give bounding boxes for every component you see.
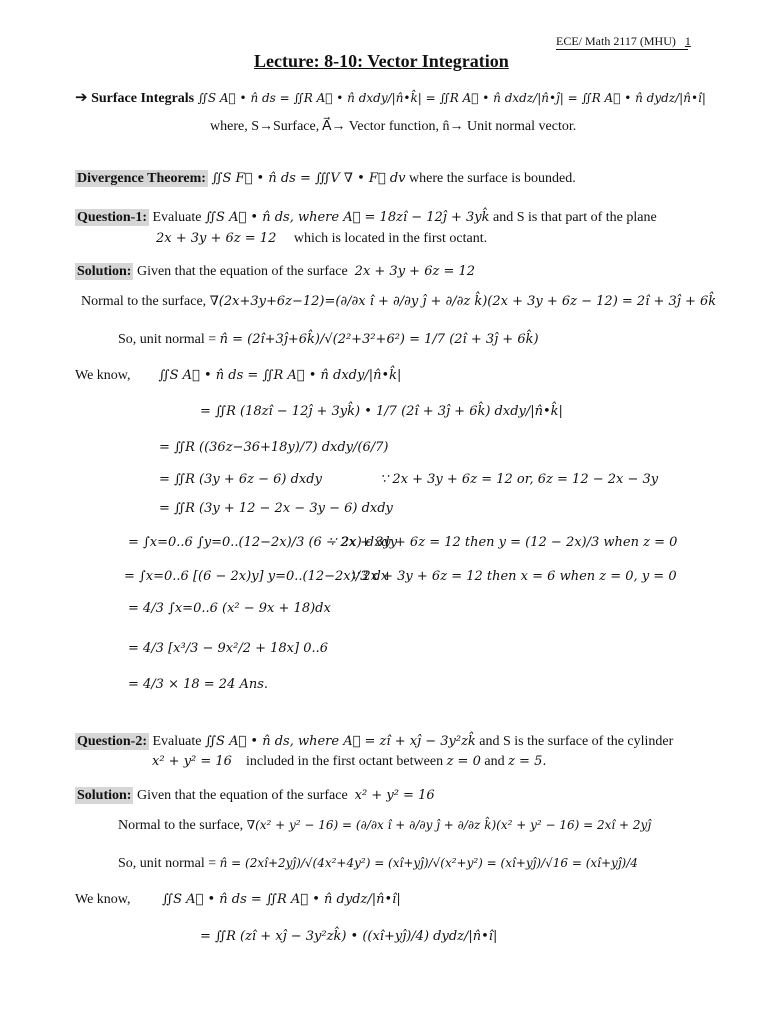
question-2-line2: [152, 754, 547, 770]
solution-2-normal-text: Normal to the surface,: [118, 818, 244, 833]
solution-2-weknow-text: We know,: [75, 892, 131, 907]
course-code: ECE/ Math 2117 (MHU) 1: [556, 34, 691, 48]
question-2-cylinder: x² + y² = 16: [152, 754, 232, 769]
question-2-text: and S is the surface of the cylinder: [479, 734, 674, 749]
solution-1-surface-eq: 2x + 3y + 6z = 12: [354, 264, 476, 279]
divergence-line: [75, 171, 576, 187]
solution-1-step-3: = ∬R (3y + 6z − 6) dxdy: [159, 472, 322, 487]
divergence-label: Divergence Theorem:: [77, 171, 206, 186]
solution-1-unit: [118, 332, 539, 348]
arrow-right-icon: ➔: [75, 90, 88, 106]
question-1-line2: [156, 231, 487, 247]
solution-2-unit-eq: n̂ = (2xî+2yĵ)/√(4x²+4y²) = (xî+yĵ)/√(x²+y²) = (xî+yĵ)/√16 = (xî+yĵ)/4: [219, 856, 638, 870]
solution-2-unit: [118, 856, 638, 872]
solution-1-weknow-text: We know,: [75, 368, 131, 383]
solution-1-normal-text: Normal to the surface,: [81, 294, 207, 309]
page-number: 1: [684, 34, 691, 48]
question-2-octant: included in the first octant between: [245, 754, 444, 769]
surface-integrals-label: Surface Integrals: [91, 91, 195, 106]
question-2-line1: [75, 734, 673, 750]
solution-1-normal: [81, 294, 716, 310]
solution-1-weknow: [75, 368, 401, 384]
question-1-plane: 2x + 3y + 6z = 12: [156, 231, 277, 246]
solution-1-step-7: = 4/3 ∫x=0..6 (x² − 9x + 18)dx: [128, 601, 331, 616]
surface-integrals-where: where, S→Surface, A⃗→ Vector function, n̂→ Unit normal vector.: [210, 119, 577, 134]
divergence-formula: ∬S F⃗ • n̂ ds = ∭V ∇ • F⃗ dv: [211, 171, 406, 186]
solution-1-step-2: = ∬R ((36z−36+18y)/7) dxdy/(6/7): [159, 440, 389, 455]
solution-1-normal-eq: ∇(2x+3y+6z−12)=(∂/∂x î + ∂/∂y ĵ + ∂/∂z k̂)(2x + 3y + 6z − 12) = 2î + 3ĵ + 6k̂: [209, 294, 717, 309]
solution-1-unit-eq: n̂ = (2î+3ĵ+6k̂)/√(2²+3²+6²) = 1/7 (2î + 3ĵ + 6k̂): [219, 332, 539, 347]
solution-1-step-1: = ∬R (18zî − 12ĵ + 3yk̂) • 1/7 (2î + 3ĵ + 6k̂) dxdy/|n̂•k̂|: [200, 404, 563, 419]
solution-2-weknow-eq: ∬S A⃗ • n̂ ds = ∬R A⃗ • n̂ dydz/|n̂•î|: [162, 892, 401, 907]
course-underline: [556, 49, 688, 50]
solution-2-intro-text: Given that the equation of the surface: [136, 788, 348, 803]
question-2-evaluate: Evaluate: [152, 734, 202, 749]
solution-2-normal-eq: ∇(x² + y² − 16) = (∂/∂x î + ∂/∂y ĵ + ∂/∂z k̂)(x² + y² − 16) = 2xî + 2yĵ: [246, 818, 652, 832]
question-1-line1: [75, 210, 657, 226]
question-2-integral: ∬S A⃗ • n̂ ds, where A⃗ = zî + xĵ − 3y²zk̂: [204, 734, 476, 749]
solution-1-step-6: = ∫x=0..6 [(6 − 2x)y] y=0..(12−2x)/3 dx: [124, 569, 389, 584]
solution-2-intro: [75, 788, 435, 804]
solution-1-step-4: = ∬R (3y + 12 − 2x − 3y − 6) dxdy: [159, 501, 393, 516]
solution-2-normal: [118, 818, 651, 834]
solution-1-note-c: ∵ 2x + 3y + 6z = 12 then x = 6 when z = 0, y = 0: [350, 569, 677, 584]
question-2-z0: z = 0: [446, 754, 481, 769]
solution-1-step-8: = 4/3 [x³/3 − 9x²/2 + 18x] 0..6: [128, 641, 329, 656]
surface-integrals-line: [75, 88, 706, 107]
solution-1-label: Solution:: [77, 264, 132, 279]
solution-1-note-b: ∵ 2x + 3y + 6z = 12 then y = (12 − 2x)/3 when z = 0: [328, 535, 678, 550]
solution-2-unit-text: So, unit normal =: [118, 856, 217, 871]
solution-1-intro-text: Given that the equation of the surface: [136, 264, 348, 279]
surface-integrals-formula: ∬S A⃗ • n̂ ds = ∬R A⃗ • n̂ dxdy/|n̂•k̂| = ∬R A⃗ • n̂ dxdz/|n̂•ĵ| = ∬R A⃗ • n̂ dydz/|n̂•î|: [197, 91, 706, 105]
solution-2-step-1: = ∬R (zî + xĵ − 3y²zk̂) • ((xî+yĵ)/4) dydz/|n̂•î|: [200, 929, 498, 944]
solution-1-step-5: = ∫x=0..6 ∫y=0..(12−2x)/3 (6 − 2x) dxdy: [128, 535, 398, 550]
solution-2-surface-eq: x² + y² = 16: [354, 788, 435, 803]
question-1-evaluate: Evaluate: [152, 210, 202, 225]
question-1-octant: which is located in the first octant.: [293, 231, 488, 246]
question-2-and: and: [484, 754, 505, 769]
question-1-label: Question-1:: [77, 210, 147, 225]
page-title: Lecture: 8-10: Vector Integration: [254, 51, 509, 71]
solution-1-intro: [75, 264, 475, 280]
question-2-label: Question-2:: [77, 734, 147, 749]
solution-2-weknow: [75, 892, 401, 908]
solution-1-unit-text: So, unit normal =: [118, 332, 217, 347]
divergence-text: where the surface is bounded.: [409, 171, 576, 186]
question-1-text: and S is that part of the plane: [493, 210, 657, 225]
solution-1-step-9: = 4/3 × 18 = 24 Ans.: [128, 677, 269, 692]
solution-1-weknow-eq: ∬S A⃗ • n̂ ds = ∬R A⃗ • n̂ dxdy/|n̂•k̂|: [158, 368, 402, 383]
question-2-z5: z = 5.: [508, 754, 547, 769]
solution-1-note-a: ∵ 2x + 3y + 6z = 12 or, 6z = 12 − 2x − 3y: [380, 472, 659, 487]
question-1-integral: ∬S A⃗ • n̂ ds, where A⃗ = 18zî − 12ĵ + 3yk̂: [204, 210, 490, 225]
solution-2-label: Solution:: [77, 788, 132, 803]
